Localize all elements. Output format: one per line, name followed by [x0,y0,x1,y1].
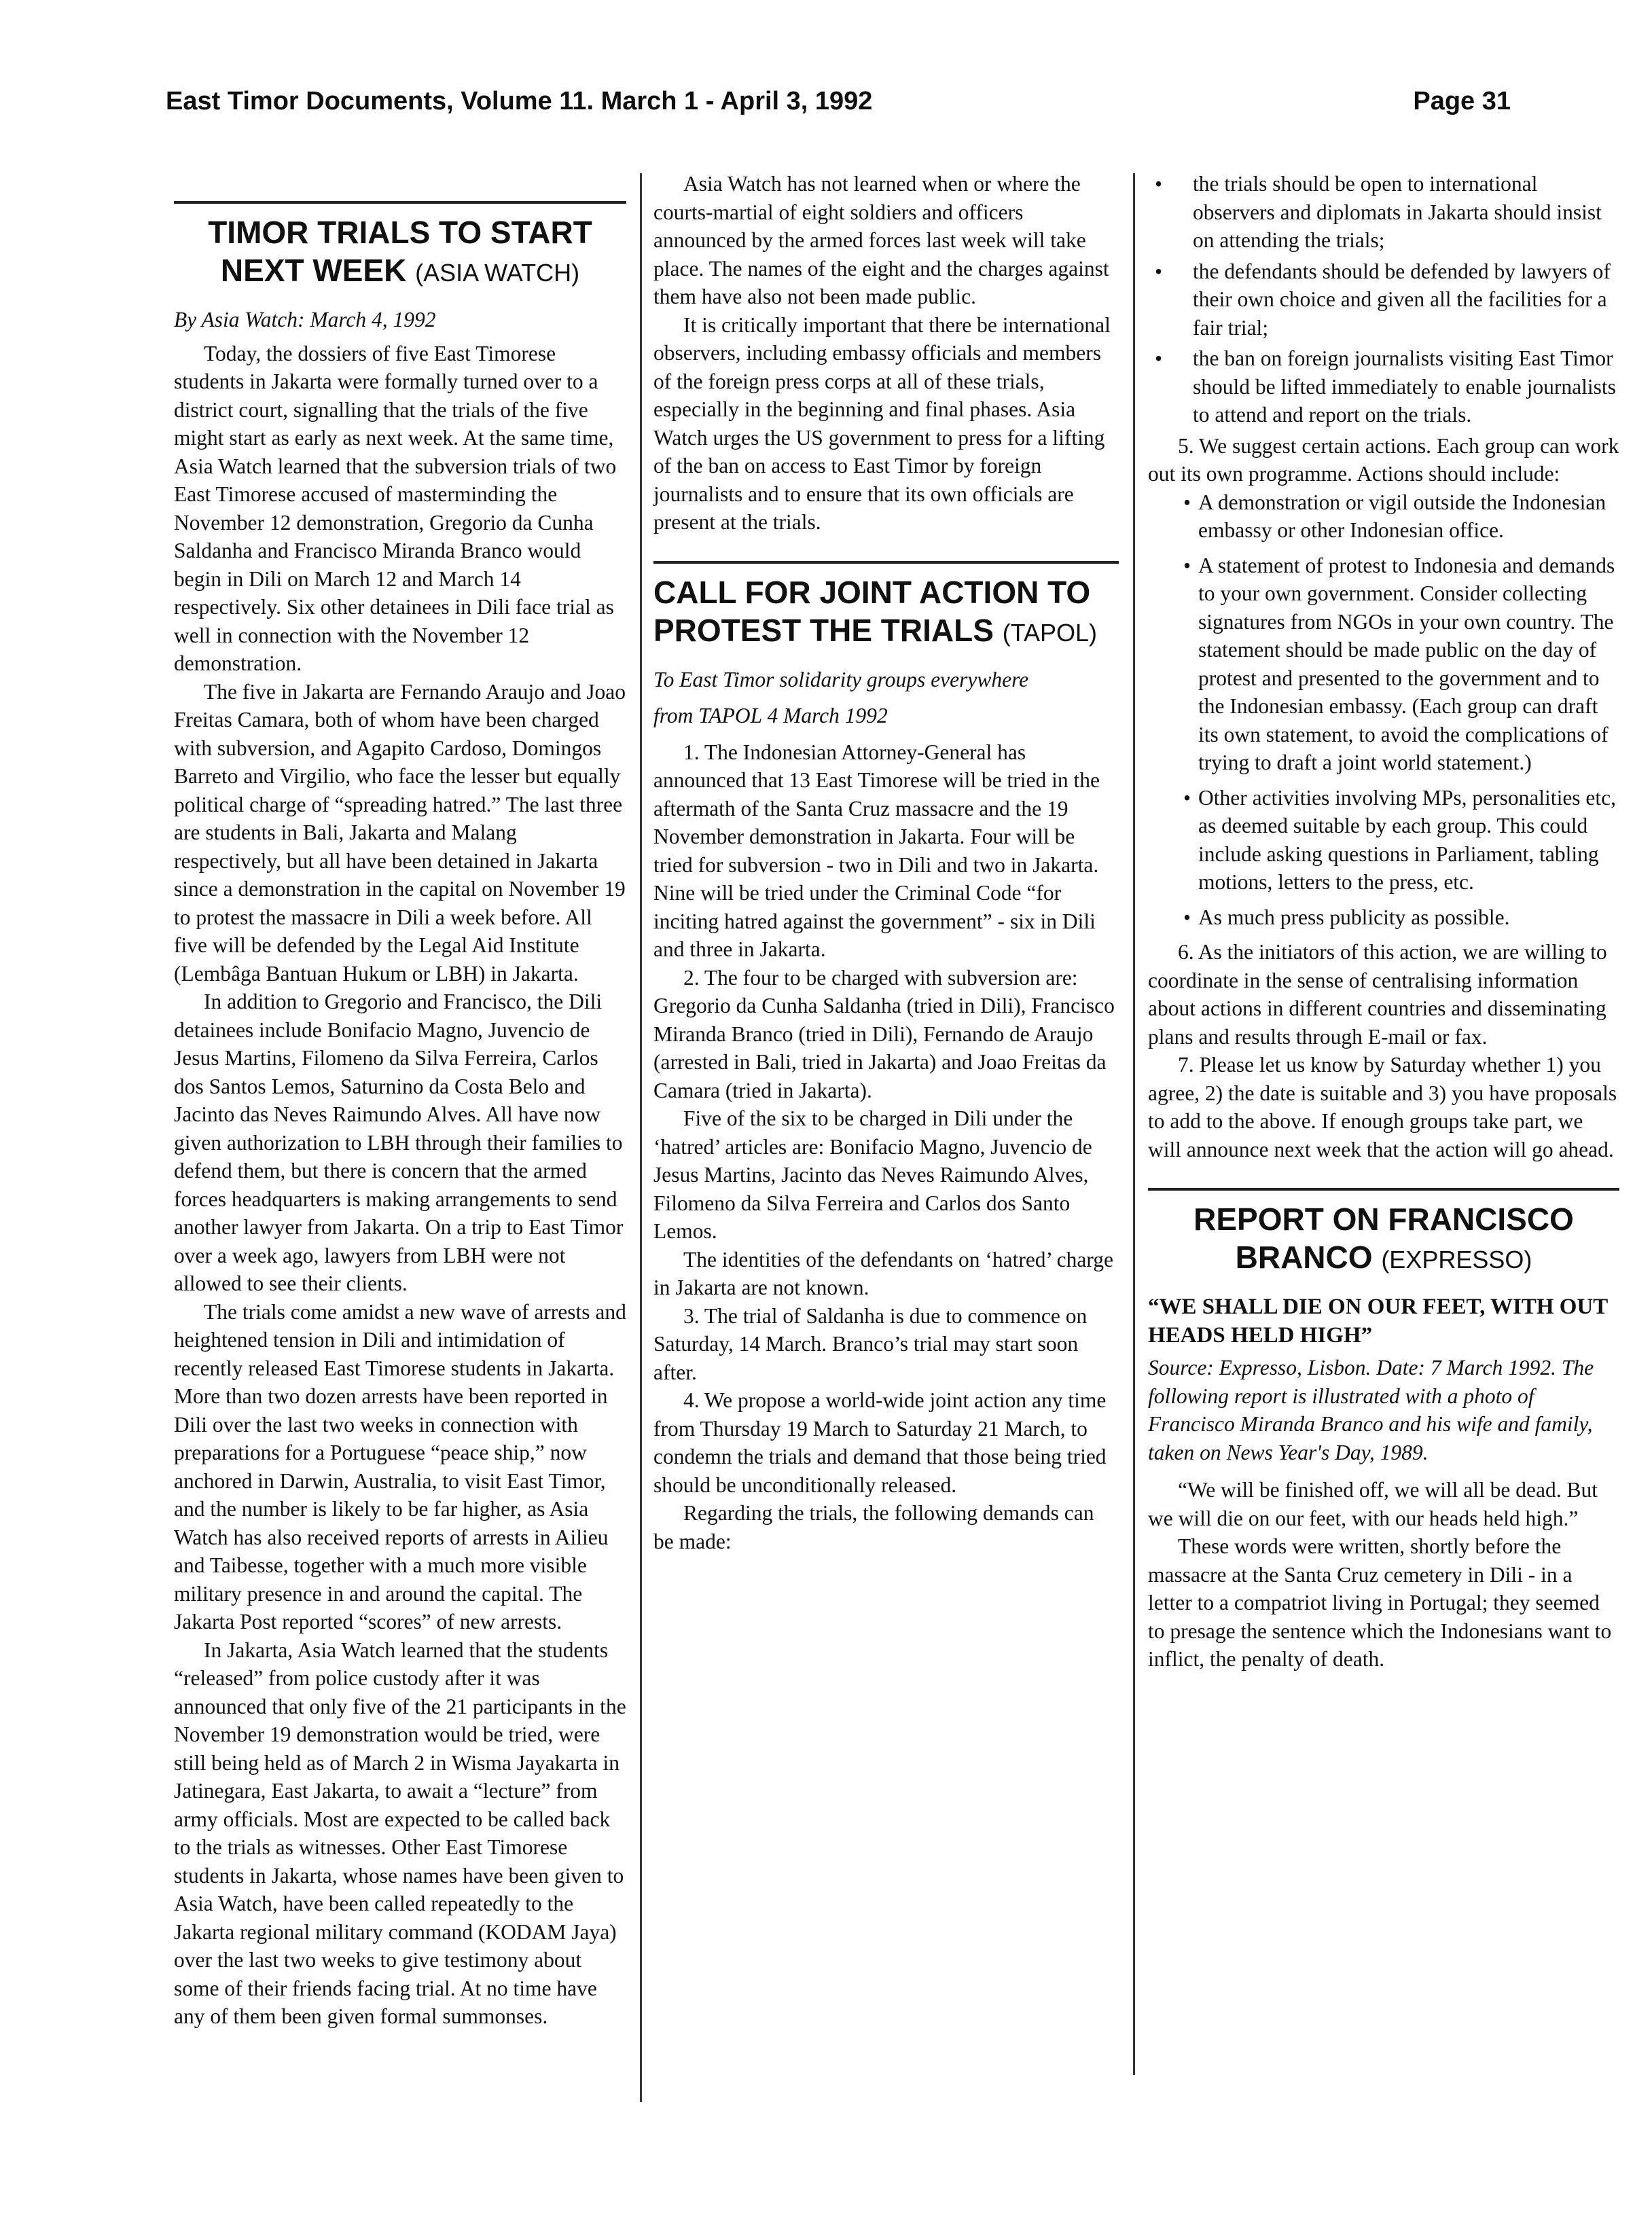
paragraph: Today, the dossiers of five East Timorese students in Jakarta were formally turned over to a district court, signalling that the trials of the five might start as early as next week. At the same time, Asia Watch learned that the subversion trials of two East Timorese accused of masterminding the November 12 demonstration, Gregorio da Cunha Saldanha and Francisco Miranda Branco would begin in Dili on March 12 and March 14 respectively. Six other detainees in Dili face trial as well in connection with the November 12 demonstration. [174,341,617,675]
list-item: • Other activities involving MPs, personalities etc, as deemed suitable by each group. This could include asking questions in Parliament, tabling motions, letters to the press, etc. [1148,784,1619,897]
list-item: • the trials should be open to international observers and diplomats in Jakarta should insist on attending the trials; [1148,170,1619,255]
article-source: (TAPOL) [1002,618,1098,647]
paragraph: These words were written, shortly before the massacre at the Santa Cruz cemetery in Dili - in a letter to a compatriot living in Portugal; they seemed to presage the sentence which the Indonesians want to inflict, the penalty of death. [1148,1534,1612,1671]
article-from: from TAPOL 4 March 1992 [653,704,888,727]
paragraph: The five in Jakarta are Fernando Araujo and Joao Freitas Camara, both of whom have been charged with subversion, and Agapito Cardoso, Domingos Barreto and Virgilio, who face the lesser but equally political charge of “spreading hatred.” The last three are students in Bali, Jakarta and Malang respectively, but all have been detained in Jakarta since a demonstration in the capital on November 19 to protest the massacre in Dili a week before. All five will be defended by the Legal Aid Institute (Lembâga Bantuan Hukum or LBH) in Jakarta. [174,679,626,986]
paragraph: The trials come amidst a new wave of arrests and heightened tension in Dili and intimidation of recently released East Timorese students in Jakarta. More than two dozen arrests have been reported in Dili over the last two weeks in connection with preparations for a Portuguese “peace ship,” now anchored in Darwin, Australia, to visit East Timor, and the number is likely to be far higher, as Asia Watch has also received reports of arrests in Ailieu and Taibesse, together with a much more visible military presence in and around the capital. The Jakarta Post reported “scores” of new arrests. [174,1299,626,1633]
article-title: TIMOR TRIALS TO START NEXT WEEK (ASIA WATCH) [208,215,592,288]
paragraph: 5. We suggest certain actions. Each group can work out its own programme. Actions should include: [1148,433,1619,486]
column-1 [174,170,626,2031]
paragraph: 4. We propose a world-wide joint action any time from Thursday 19 March to Saturday 21 March, to condemn the trials and demand that those being tried should be unconditionally released. [653,1388,1107,1497]
article-title: CALL FOR JOINT ACTION TO PROTEST THE TRIALS (TAPOL) [653,574,1098,648]
list-item: • the defendants should be defended by lawyers of their own choice and given all the facilities for a fair trial; [1148,257,1619,342]
column-divider [1133,173,1135,2075]
list-item: • the ban on foreign journalists visiting East Timor should be lifted immediately to enable journalists to attend and report on the trials. [1148,344,1619,429]
page-number: Page 31 [1413,87,1511,115]
actions-list [1148,488,1619,932]
section-rule [174,201,626,204]
section-rule [1148,1188,1619,1191]
paragraph: 3. The trial of Saldanha is due to commence on Saturday, 14 March. Branco’s trial may start soon after. [653,1303,1088,1384]
paragraph: In addition to Gregorio and Francisco, the Dili detainees include Bonifacio Magno, Juvencio de Jesus Martins, Filomeno da Silva Ferreira, Carlos dos Santos Lemos, Saturnino da Costa Belo and Jacinto das Neves Raimundo Alves. All have now given authorization to LBH through their families to defend them, but there is concern that the armed forces headquarters is making arrangements to send another lawyer from Jakarta. On a trip to East Timor over a week ago, lawyers from LBH were not allowed to see their clients. [174,990,624,1295]
article-source: (EXPRESSO) [1381,1246,1532,1274]
demands-list [1148,170,1619,429]
list-item: • A demonstration or vigil outside the Indonesian embassy or other Indonesian office. [1148,488,1619,545]
column-2 [653,0,1119,1555]
paragraph: Five of the six to be charged in Dili under the ‘hatred’ articles are: Bonifacio Magno, Juvencio de Jesus Martins, Jacinto das Neves Raimundo Alves, Filomeno da Silva Ferreira and Carlos dos Santo Lemos. [653,1106,1092,1243]
byline: By Asia Watch: March 4, 1992 [174,308,436,331]
article-source: (ASIA WATCH) [415,259,580,287]
paragraph: Regarding the trials, the following demands can be made: [653,1501,1094,1553]
section-rule [653,561,1119,564]
paragraph: It is critically important that there be international observers, including embassy officials and members of the foreign press corps at all of these trials, especially in the beginning and final phases. Asia Watch urges the US government to press for a lifting of the ban on access to East Timor by foreign journalists and to ensure that its own officials are present at the trials. [653,312,1111,534]
paragraph: 7. Please let us know by Saturday whether 1) you agree, 2) the date is suitable and 3) you have proposals to add to the above. If enough groups take part, we will announce next week that the action will go ahead. [1148,1053,1617,1161]
paragraph: 2. The four to be charged with subversion are: Gregorio da Cunha Saldanha (tried in Dili), Francisco Miranda Branco (tried in Dili), Fernando de Araujo (arrested in Bali, tried in Jakarta) and Joao Freitas da Camara (tried in Jakarta). [653,965,1115,1102]
article-subtitle: To East Timor solidarity groups everywhere [653,667,1029,691]
paragraph: Asia Watch has not learned when or where the courts-martial of eight soldiers and officers announced by the armed forces last week will take place. The names of the eight and the charges against them have also not been made public. [653,172,1109,308]
paragraph: The identities of the defendants on ‘hatred’ charge in Jakarta are not known. [653,1247,1113,1299]
paragraph: 6. As the initiators of this action, we are willing to coordinate in the sense of centralising information about actions in different countries and disseminating plans and results through E-mail or fax. [1148,940,1607,1049]
column-3 [1148,170,1619,1674]
paragraph: 1. The Indonesian Attorney-General has announced that 13 East Timorese will be tried in the aftermath of the Santa Cruz massacre and the 19 November demonstration in Jakarta. Four will be tried for subversion - two in Dili and two in Jakarta. Nine will be tried under the Criminal Code “for inciting hatred against the government” - six in Dili and three in Jakarta. [653,740,1100,961]
publication-title: East Timor Documents, Volume 11. March 1 - April 3, 1992 [166,87,873,115]
list-item: • A statement of protest to Indonesia and demands to your own government. Consider collecting signatures from NGOs in your own country. The statement should be made public on the day of protest and presented to the government and to the Indonesian embassy. (Each group can draft its own statement, to avoid the complications of trying to draft a joint world statement.) [1148,552,1619,777]
article-headline: “WE SHALL DIE ON OUR FEET, WITH OUT HEADS HELD HIGH” [1148,1295,1608,1348]
paragraph: “We will be finished off, we will all be dead. But we will die on our feet, with our heads held high.” [1148,1478,1598,1530]
list-item: • As much press publicity as possible. [1148,903,1619,932]
paragraph: In Jakarta, Asia Watch learned that the students “released” from police custody after it was announced that only five of the 21 participants in the November 19 demonstration would be tried, were still being held as of March 2 in Wisma Jayakarta in Jatinegara, East Jakarta, to await a “lecture” from army officials. Most are expected to be called back to the trials as witnesses. Other East Timorese students in Jakarta, whose names have been given to Asia Watch, have been called repeatedly to the Jakarta regional military command (KODAM Jaya) over the last two weeks to give testimony about some of their friends facing trial. At no time have any of them been given formal summonses. [174,1638,626,2028]
source-note: Source: Expresso, Lisbon. Date: 7 March 1992. The following report is illustrated with a photo of Francisco Miranda Branco and his wife and family, taken on News Year's Day, 1989. [1148,1356,1594,1464]
article-title: REPORT ON FRANCISCO BRANCO (EXPRESSO) [1193,1202,1574,1275]
column-divider [640,173,642,2102]
